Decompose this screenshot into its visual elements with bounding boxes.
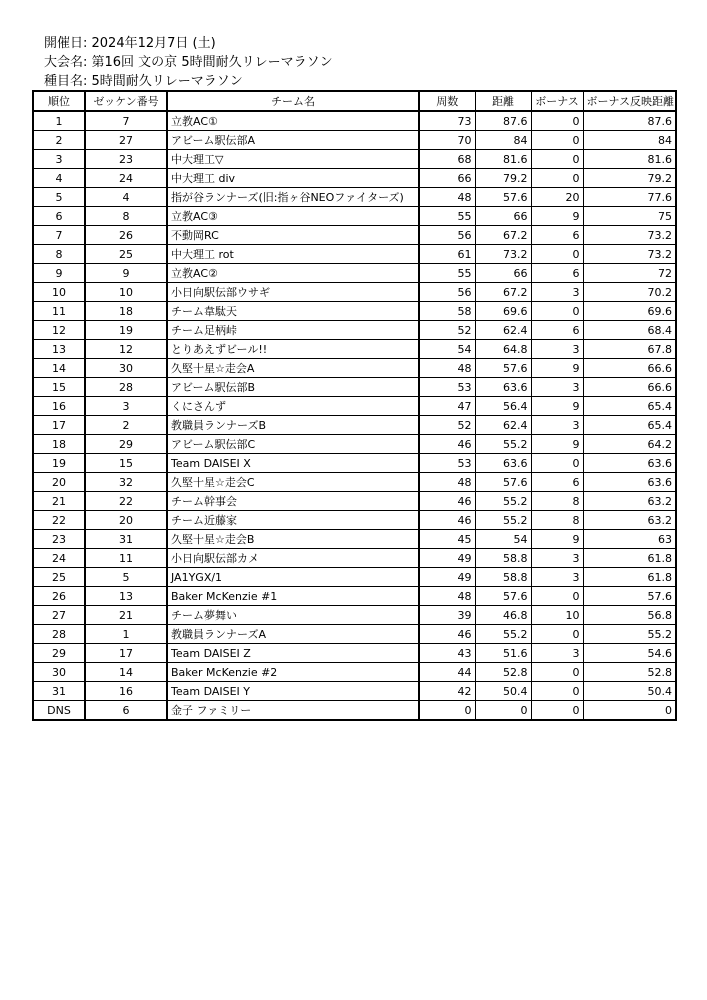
cell-distance: 67.2 [475,283,531,302]
header-laps: 周数 [419,91,475,111]
cell-adjusted: 52.8 [583,663,676,682]
cell-adjusted: 73.2 [583,245,676,264]
cell-distance: 63.6 [475,454,531,473]
cell-adjusted: 63.2 [583,492,676,511]
cell-laps: 70 [419,131,475,150]
table-row [33,663,676,682]
header-rank: 順位 [33,91,85,111]
cell-distance: 46.8 [475,606,531,625]
cell-distance: 87.6 [475,111,531,131]
cell-adjusted: 55.2 [583,625,676,644]
table-row [33,169,676,188]
cell-laps: 46 [419,435,475,454]
cell-bib: 23 [85,150,167,169]
cell-distance: 50.4 [475,682,531,701]
cell-distance: 54 [475,530,531,549]
cell-team: 小日向駅伝部ウサギ [167,283,419,302]
cell-distance: 0 [475,701,531,721]
cell-bonus: 6 [531,264,583,283]
cell-bonus: 6 [531,473,583,492]
cell-rank: 8 [33,245,85,264]
table-row [33,188,676,207]
cell-laps: 52 [419,321,475,340]
cell-bib: 29 [85,435,167,454]
cell-bonus: 3 [531,283,583,302]
table-row [33,492,676,511]
cell-distance: 57.6 [475,587,531,606]
cell-adjusted: 65.4 [583,416,676,435]
header-distance: 距離 [475,91,531,111]
cell-team: くにさんず [167,397,419,416]
cell-bib: 11 [85,549,167,568]
cell-bib: 15 [85,454,167,473]
cell-bonus: 3 [531,644,583,663]
cell-distance: 64.8 [475,340,531,359]
cell-rank: 19 [33,454,85,473]
cell-laps: 61 [419,245,475,264]
cell-distance: 52.8 [475,663,531,682]
cell-distance: 62.4 [475,321,531,340]
cell-bonus: 0 [531,131,583,150]
cell-team: 中大理工 rot [167,245,419,264]
cell-rank: 14 [33,359,85,378]
cell-laps: 43 [419,644,475,663]
cell-team: チーム幹事会 [167,492,419,511]
cell-adjusted: 63.2 [583,511,676,530]
cell-team: Baker McKenzie #1 [167,587,419,606]
cell-bib: 28 [85,378,167,397]
table-row [33,606,676,625]
cell-distance: 84 [475,131,531,150]
cell-laps: 48 [419,587,475,606]
cell-laps: 48 [419,473,475,492]
table-row [33,454,676,473]
table-row [33,701,676,721]
cell-team: 久堅十星☆走会C [167,473,419,492]
cell-laps: 46 [419,492,475,511]
table-row [33,321,676,340]
table-row [33,264,676,283]
cell-adjusted: 73.2 [583,226,676,245]
cell-bonus: 3 [531,416,583,435]
cell-bib: 25 [85,245,167,264]
cell-bib: 7 [85,111,167,131]
cell-distance: 55.2 [475,511,531,530]
table-row [33,549,676,568]
cell-adjusted: 66.6 [583,359,676,378]
cell-rank: 6 [33,207,85,226]
cell-bib: 3 [85,397,167,416]
cell-bib: 4 [85,188,167,207]
table-row [33,111,676,131]
cell-team: チーム足柄峠 [167,321,419,340]
cell-team: アビーム駅伝部B [167,378,419,397]
cell-bib: 24 [85,169,167,188]
cell-laps: 49 [419,549,475,568]
cell-bonus: 9 [531,359,583,378]
cell-rank: 28 [33,625,85,644]
event-name: 大会名: 第16回 文の京 5時間耐久リレーマラソン [44,55,333,70]
cell-team: 久堅十星☆走会B [167,530,419,549]
cell-rank: 7 [33,226,85,245]
cell-bonus: 0 [531,150,583,169]
cell-adjusted: 61.8 [583,568,676,587]
cell-adjusted: 72 [583,264,676,283]
cell-adjusted: 57.6 [583,587,676,606]
cell-team: とりあえずビール!! [167,340,419,359]
event-date: 開催日: 2024年12月7日 (土) [44,36,216,51]
cell-bonus: 6 [531,226,583,245]
cell-adjusted: 63.6 [583,473,676,492]
cell-bonus: 9 [531,435,583,454]
cell-laps: 49 [419,568,475,587]
cell-adjusted: 54.6 [583,644,676,663]
cell-rank: 27 [33,606,85,625]
cell-rank: 3 [33,150,85,169]
cell-team: 不動岡RC [167,226,419,245]
cell-distance: 57.6 [475,188,531,207]
cell-laps: 66 [419,169,475,188]
cell-team: 久堅十星☆走会A [167,359,419,378]
cell-bib: 26 [85,226,167,245]
cell-bib: 21 [85,606,167,625]
cell-rank: 4 [33,169,85,188]
cell-rank: 24 [33,549,85,568]
cell-rank: 18 [33,435,85,454]
cell-bib: 16 [85,682,167,701]
cell-team: チーム夢舞い [167,606,419,625]
cell-distance: 57.6 [475,359,531,378]
cell-bib: 5 [85,568,167,587]
cell-laps: 58 [419,302,475,321]
header-bib: ゼッケン番号 [85,91,167,111]
cell-bonus: 0 [531,302,583,321]
table-row [33,207,676,226]
cell-team: Team DAISEI Y [167,682,419,701]
cell-laps: 53 [419,378,475,397]
cell-bib: 19 [85,321,167,340]
cell-adjusted: 64.2 [583,435,676,454]
cell-distance: 55.2 [475,625,531,644]
cell-bib: 14 [85,663,167,682]
cell-distance: 57.6 [475,473,531,492]
cell-bonus: 8 [531,511,583,530]
cell-adjusted: 56.8 [583,606,676,625]
cell-bib: 27 [85,131,167,150]
cell-rank: 31 [33,682,85,701]
cell-laps: 52 [419,416,475,435]
table-row [33,530,676,549]
cell-rank: 22 [33,511,85,530]
cell-laps: 0 [419,701,475,721]
cell-bonus: 9 [531,530,583,549]
results-table [32,90,677,721]
cell-rank: 12 [33,321,85,340]
cell-bib: 30 [85,359,167,378]
cell-bonus: 10 [531,606,583,625]
cell-laps: 56 [419,226,475,245]
table-row [33,473,676,492]
cell-team: 指が谷ランナーズ(旧:指ヶ谷NEOファイターズ) [167,188,419,207]
cell-bonus: 20 [531,188,583,207]
cell-laps: 48 [419,188,475,207]
cell-laps: 42 [419,682,475,701]
cell-rank: 9 [33,264,85,283]
cell-distance: 69.6 [475,302,531,321]
cell-laps: 48 [419,359,475,378]
cell-distance: 73.2 [475,245,531,264]
cell-bonus: 0 [531,625,583,644]
cell-adjusted: 0 [583,701,676,721]
cell-rank: 11 [33,302,85,321]
cell-rank: 17 [33,416,85,435]
cell-distance: 58.8 [475,549,531,568]
cell-laps: 39 [419,606,475,625]
cell-team: 立教AC① [167,111,419,131]
table-row [33,397,676,416]
cell-bonus: 0 [531,169,583,188]
cell-laps: 55 [419,207,475,226]
cell-team: 中大理工▽ [167,150,419,169]
cell-bib: 8 [85,207,167,226]
cell-team: アビーム駅伝部C [167,435,419,454]
cell-adjusted: 75 [583,207,676,226]
table-row [33,359,676,378]
cell-distance: 51.6 [475,644,531,663]
event-category: 種目名: 5時間耐久リレーマラソン [44,74,243,89]
table-row [33,587,676,606]
cell-adjusted: 67.8 [583,340,676,359]
table-row [33,245,676,264]
cell-team: チーム近藤家 [167,511,419,530]
cell-distance: 55.2 [475,492,531,511]
cell-bonus: 0 [531,663,583,682]
cell-adjusted: 61.8 [583,549,676,568]
cell-adjusted: 66.6 [583,378,676,397]
table-row [33,340,676,359]
cell-adjusted: 81.6 [583,150,676,169]
cell-bib: 9 [85,264,167,283]
header-bonus: ボーナス [531,91,583,111]
cell-bib: 12 [85,340,167,359]
cell-team: Baker McKenzie #2 [167,663,419,682]
cell-bonus: 0 [531,245,583,264]
cell-bonus: 3 [531,340,583,359]
cell-rank: 30 [33,663,85,682]
cell-distance: 62.4 [475,416,531,435]
cell-team: チーム韋駄天 [167,302,419,321]
cell-distance: 79.2 [475,169,531,188]
cell-laps: 53 [419,454,475,473]
cell-bib: 17 [85,644,167,663]
cell-adjusted: 69.6 [583,302,676,321]
cell-bib: 13 [85,587,167,606]
cell-bib: 32 [85,473,167,492]
cell-team: JA1YGX/1 [167,568,419,587]
cell-team: 教職員ランナーズA [167,625,419,644]
cell-bib: 6 [85,701,167,721]
cell-bonus: 8 [531,492,583,511]
cell-bonus: 6 [531,321,583,340]
cell-distance: 81.6 [475,150,531,169]
cell-rank: 16 [33,397,85,416]
cell-team: Team DAISEI Z [167,644,419,663]
cell-bib: 20 [85,511,167,530]
cell-rank: 15 [33,378,85,397]
cell-adjusted: 65.4 [583,397,676,416]
cell-rank: 26 [33,587,85,606]
cell-adjusted: 68.4 [583,321,676,340]
cell-distance: 56.4 [475,397,531,416]
cell-bonus: 9 [531,397,583,416]
cell-adjusted: 50.4 [583,682,676,701]
cell-bonus: 9 [531,207,583,226]
cell-rank: 21 [33,492,85,511]
cell-team: 立教AC② [167,264,419,283]
cell-bonus: 3 [531,549,583,568]
cell-rank: DNS [33,701,85,721]
cell-adjusted: 63.6 [583,454,676,473]
table-row [33,435,676,454]
cell-bib: 2 [85,416,167,435]
cell-laps: 46 [419,511,475,530]
cell-bonus: 0 [531,682,583,701]
cell-team: 小日向駅伝部カメ [167,549,419,568]
cell-distance: 67.2 [475,226,531,245]
cell-team: Team DAISEI X [167,454,419,473]
table-row [33,226,676,245]
cell-adjusted: 70.2 [583,283,676,302]
cell-team: 中大理工 div [167,169,419,188]
cell-distance: 66 [475,264,531,283]
header-row [33,91,676,111]
table-row [33,378,676,397]
cell-bib: 1 [85,625,167,644]
table-row [33,150,676,169]
cell-bonus: 0 [531,111,583,131]
table-row [33,568,676,587]
cell-rank: 25 [33,568,85,587]
cell-bonus: 0 [531,701,583,721]
cell-bib: 22 [85,492,167,511]
cell-bonus: 3 [531,378,583,397]
cell-adjusted: 79.2 [583,169,676,188]
cell-bib: 31 [85,530,167,549]
cell-rank: 13 [33,340,85,359]
cell-distance: 58.8 [475,568,531,587]
table-row [33,302,676,321]
cell-rank: 1 [33,111,85,131]
cell-laps: 56 [419,283,475,302]
table-row [33,131,676,150]
cell-adjusted: 77.6 [583,188,676,207]
table-row [33,644,676,663]
cell-rank: 29 [33,644,85,663]
cell-team: 教職員ランナーズB [167,416,419,435]
cell-bonus: 0 [531,587,583,606]
cell-bonus: 0 [531,454,583,473]
cell-rank: 2 [33,131,85,150]
header-team: チーム名 [167,91,419,111]
cell-bonus: 3 [531,568,583,587]
cell-laps: 47 [419,397,475,416]
cell-distance: 66 [475,207,531,226]
cell-laps: 46 [419,625,475,644]
cell-distance: 63.6 [475,378,531,397]
table-row [33,511,676,530]
cell-team: 立教AC③ [167,207,419,226]
cell-adjusted: 87.6 [583,111,676,131]
cell-adjusted: 84 [583,131,676,150]
cell-rank: 5 [33,188,85,207]
cell-bib: 10 [85,283,167,302]
cell-laps: 45 [419,530,475,549]
cell-laps: 73 [419,111,475,131]
cell-team: アビーム駅伝部A [167,131,419,150]
cell-rank: 23 [33,530,85,549]
table-row [33,625,676,644]
cell-bib: 18 [85,302,167,321]
cell-laps: 55 [419,264,475,283]
cell-rank: 20 [33,473,85,492]
cell-adjusted: 63 [583,530,676,549]
document-header [44,34,333,91]
table-row [33,682,676,701]
header-adjusted: ボーナス反映距離 [583,91,676,111]
cell-laps: 54 [419,340,475,359]
cell-laps: 44 [419,663,475,682]
cell-distance: 55.2 [475,435,531,454]
cell-team: 金子 ファミリー [167,701,419,721]
cell-laps: 68 [419,150,475,169]
cell-rank: 10 [33,283,85,302]
table-row [33,283,676,302]
table-row [33,416,676,435]
results-body [33,111,676,720]
